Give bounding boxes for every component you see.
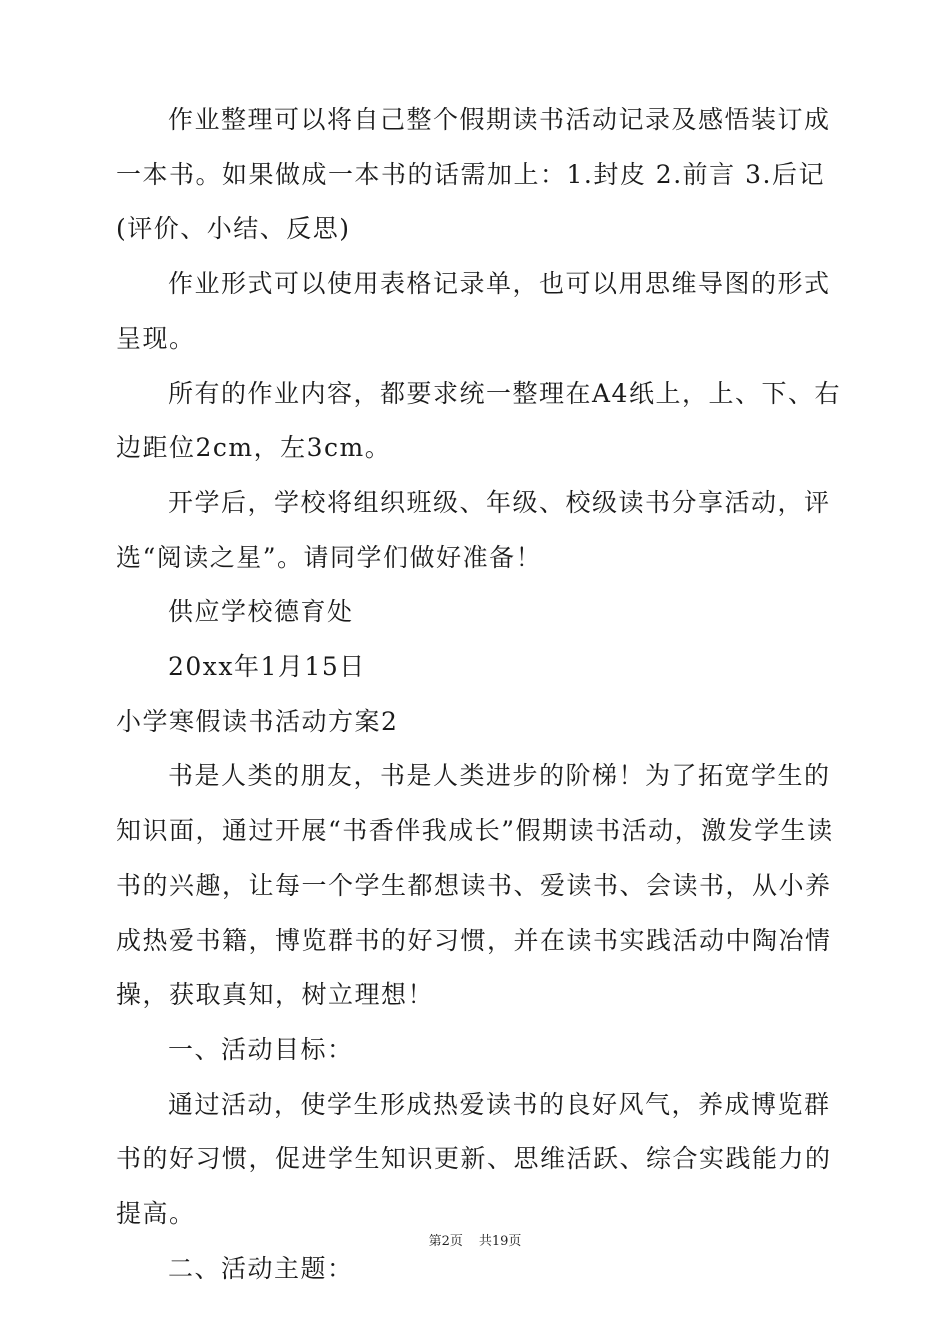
- paragraph-sharing: 开学后，学校将组织班级、年级、校级读书分享活动，评选“阅读之星”。请同学们做好准备！: [116, 487, 831, 572]
- paragraph-binding: 作业整理可以将自己整个假期读书活动记录及感悟装订成一本书。如果做成一本书的话需加上：1.封皮 2.前言 3.后记(评价、小结、反思): [116, 105, 831, 244]
- heading-theme: 二、活动主题：: [168, 1253, 354, 1283]
- page-total: 共19页: [478, 1234, 522, 1249]
- page-footer: [0, 1232, 950, 1252]
- paragraph-paper: 所有的作业内容，都要求统一整理在A4纸上，上、下、右边距位2cm，左3cm。: [116, 378, 841, 463]
- document-body: [116, 93, 841, 1296]
- heading-goals: 一、活动目标：: [168, 1034, 354, 1064]
- paragraph-format: 作业形式可以使用表格记录单，也可以用思维导图的形式呈现。: [116, 269, 831, 353]
- signature-office: 供应学校德育处: [168, 597, 354, 627]
- signature-date: 20xx年1月15日: [168, 652, 366, 682]
- paragraph-goals: 通过活动，使学生形成热爱读书的良好风气，养成博览群书的好习惯，促进学生知识更新、思维活跃、综合实践能力的提高。: [116, 1089, 832, 1229]
- paragraph-intro: 书是人类的朋友，书是人类进步的阶梯！为了拓宽学生的知识面，通过开展“书香伴我成长”假期读书活动，激发学生读书的兴趣，让每一个学生都想读书、爱读书、会读书，从小养成热爱书籍，博览群书的好习惯，并在读书实践活动中陶冶情操，获取真知，树立理想！: [116, 761, 834, 1010]
- page-number: 第2页: [428, 1234, 463, 1249]
- section-title: 小学寒假读书活动方案2: [116, 706, 399, 736]
